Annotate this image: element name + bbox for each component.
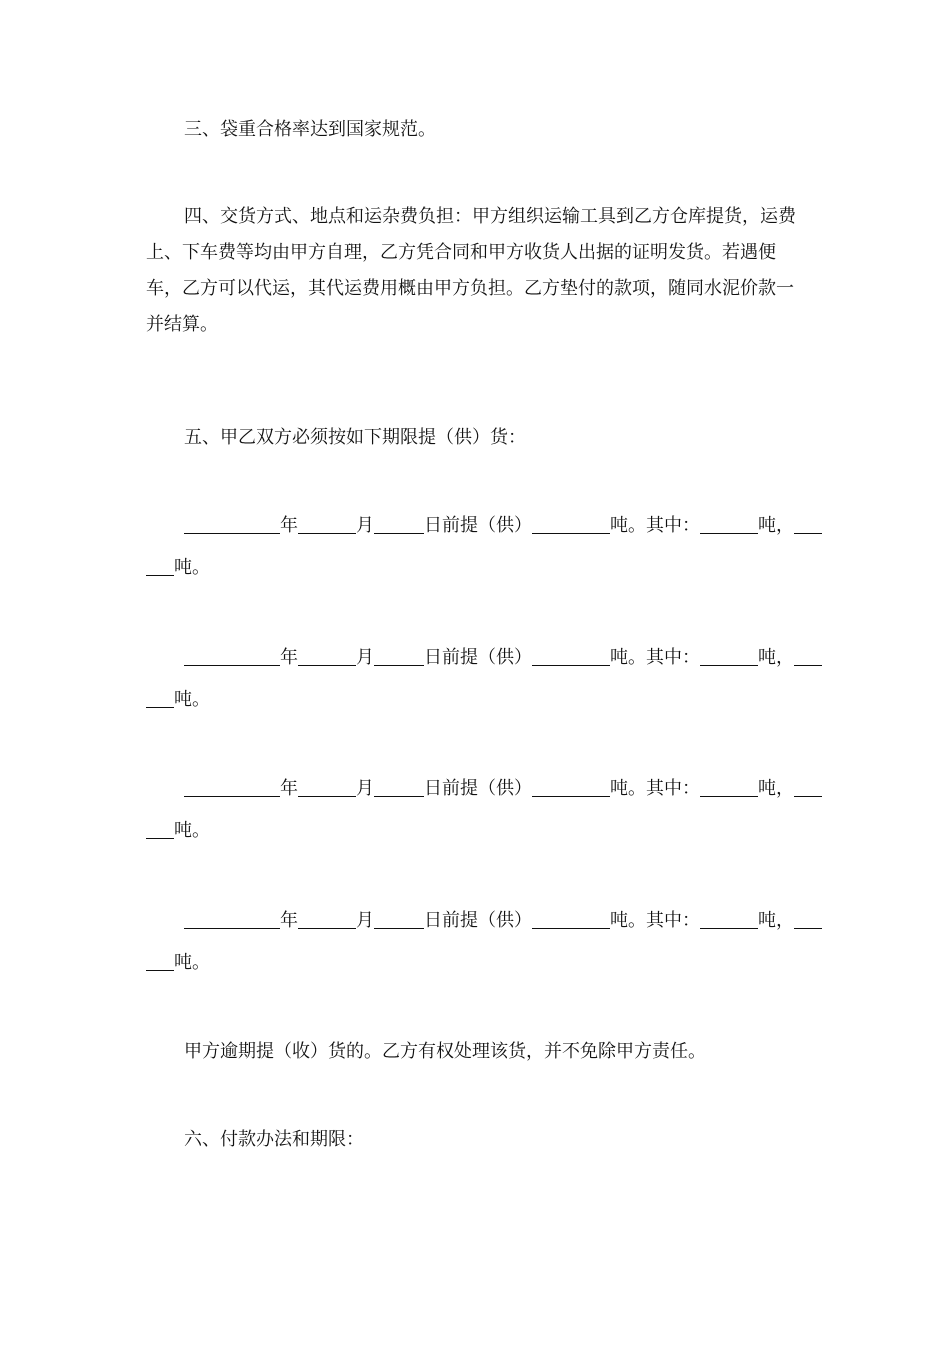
day-blank [374,778,424,797]
quantity-blank [532,910,610,929]
sub-quantity-blank-2a [794,778,822,797]
clause-six: 六、付款办法和期限： [184,1129,364,1150]
day-pickup-label: 日前提（供） [424,515,532,536]
ton-end-label: 吨。 [174,952,210,973]
ton-comma-label: 吨， [758,647,794,668]
schedule-row-line2 [146,550,808,586]
schedule-row-line1 [146,640,808,676]
sub-quantity-blank [700,647,758,666]
month-blank [298,515,356,534]
ton-among-label: 吨。其中： [610,515,700,536]
sub-quantity-blank-2a [794,647,822,666]
sub-quantity-blank-2b [146,952,174,971]
ton-end-label: 吨。 [174,820,210,841]
sub-quantity-blank-2b [146,557,174,576]
ton-comma-label: 吨， [758,515,794,536]
year-blank [184,647,280,666]
schedule-row-line2 [146,682,808,718]
ton-among-label: 吨。其中： [610,778,700,799]
month-blank [298,647,356,666]
year-blank [184,515,280,534]
day-blank [374,910,424,929]
day-blank [374,515,424,534]
month-label: 月 [356,515,374,536]
year-blank [184,778,280,797]
clause-four: 四、交货方式、地点和运杂费负担：甲方组织运输工具到乙方仓库提货，运费上、下车费等均由甲方自理，乙方凭合同和甲方收货人出据的证明发货。若遇便车，乙方可以代运，其代运费用概由甲方负担。乙方垫付的款项，随同水泥价款一并结算。 [146,206,796,335]
ton-end-label: 吨。 [174,689,210,710]
month-blank [298,910,356,929]
year-label: 年 [280,515,298,536]
year-label: 年 [280,647,298,668]
ton-end-label: 吨。 [174,557,210,578]
schedule-row-line2 [146,945,808,981]
year-label: 年 [280,778,298,799]
month-label: 月 [356,778,374,799]
sub-quantity-blank-2a [794,515,822,534]
sub-quantity-blank-2b [146,689,174,708]
year-label: 年 [280,910,298,931]
month-label: 月 [356,910,374,931]
ton-comma-label: 吨， [758,910,794,931]
month-blank [298,778,356,797]
ton-comma-label: 吨， [758,778,794,799]
sub-quantity-blank [700,910,758,929]
schedule-row-line1 [146,771,808,807]
schedule-row-line1 [146,903,808,939]
ton-among-label: 吨。其中： [610,910,700,931]
quantity-blank [532,778,610,797]
day-pickup-label: 日前提（供） [424,647,532,668]
year-blank [184,910,280,929]
ton-among-label: 吨。其中： [610,647,700,668]
day-pickup-label: 日前提（供） [424,778,532,799]
sub-quantity-blank [700,778,758,797]
schedule-row-line2 [146,813,808,849]
clause-three: 三、袋重合格率达到国家规范。 [184,119,436,140]
quantity-blank [532,515,610,534]
sub-quantity-blank [700,515,758,534]
day-pickup-label: 日前提（供） [424,910,532,931]
sub-quantity-blank-2b [146,820,174,839]
sub-quantity-blank-2a [794,910,822,929]
clause-five: 五、甲乙双方必须按如下期限提（供）货： [184,427,526,448]
overdue-clause: 甲方逾期提（收）货的。乙方有权处理该货，并不免除甲方责任。 [184,1041,706,1062]
schedule-row-line1 [146,508,808,544]
month-label: 月 [356,647,374,668]
quantity-blank [532,647,610,666]
day-blank [374,647,424,666]
